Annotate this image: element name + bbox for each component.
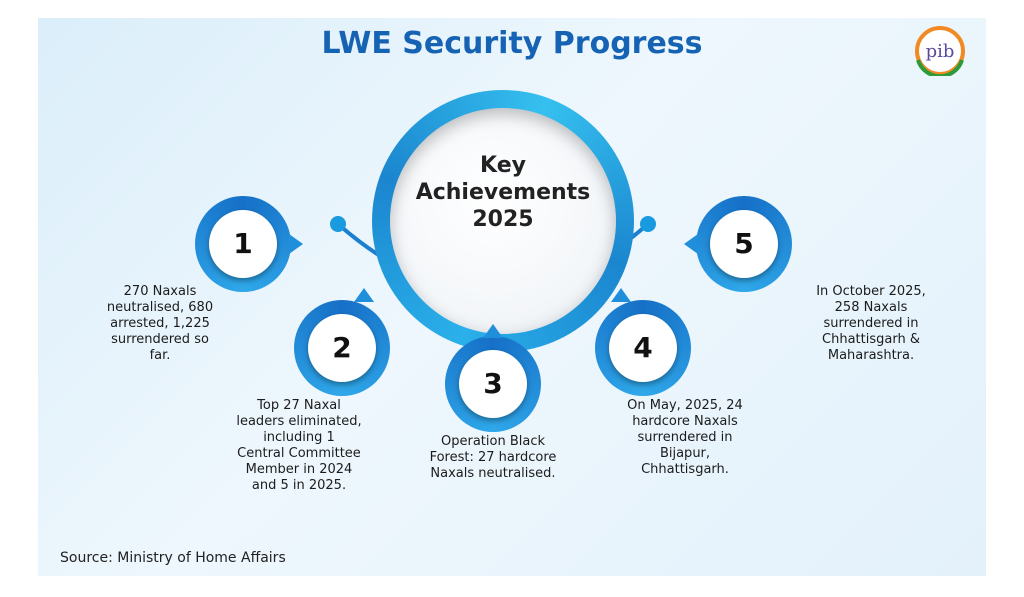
achievement-text-2: Top 27 Naxal leaders eliminated, including 1 Central Committee Member in 2024 and 5 in 2025. bbox=[236, 398, 362, 493]
badge-number: 3 bbox=[459, 350, 527, 418]
achievement-badge-1 bbox=[195, 196, 291, 292]
achievement-badge-4 bbox=[595, 300, 691, 396]
badge-number: 1 bbox=[209, 210, 277, 278]
badge-number: 2 bbox=[308, 314, 376, 382]
achievement-badge-2 bbox=[294, 300, 390, 396]
arc-node bbox=[330, 216, 346, 232]
svg-text:pib: pib bbox=[925, 41, 955, 62]
achievement-text-3: Operation Black Forest: 27 hardcore Naxals neutralised. bbox=[429, 434, 557, 481]
achievement-text-4: On May, 2025, 24 hardcore Naxals surrendered in Bijapur, Chhattisgarh. bbox=[627, 398, 743, 477]
page-title: LWE Security Progress bbox=[321, 26, 703, 61]
badge-number: 4 bbox=[609, 314, 677, 382]
achievement-text-5: In October 2025, 258 Naxals surrendered in Chhattisgarh & Maharashtra. bbox=[816, 284, 926, 363]
badge-number: 5 bbox=[710, 210, 778, 278]
arc-node bbox=[640, 216, 656, 232]
hub-label: Key Achievements 2025 bbox=[415, 153, 591, 232]
achievement-text-1: 270 Naxals neutralised, 680 arrested, 1,225 surrendered so far. bbox=[106, 284, 214, 363]
achievement-badge-3 bbox=[445, 336, 541, 432]
achievement-badge-5 bbox=[696, 196, 792, 292]
source-note: Source: Ministry of Home Affairs bbox=[60, 550, 286, 566]
